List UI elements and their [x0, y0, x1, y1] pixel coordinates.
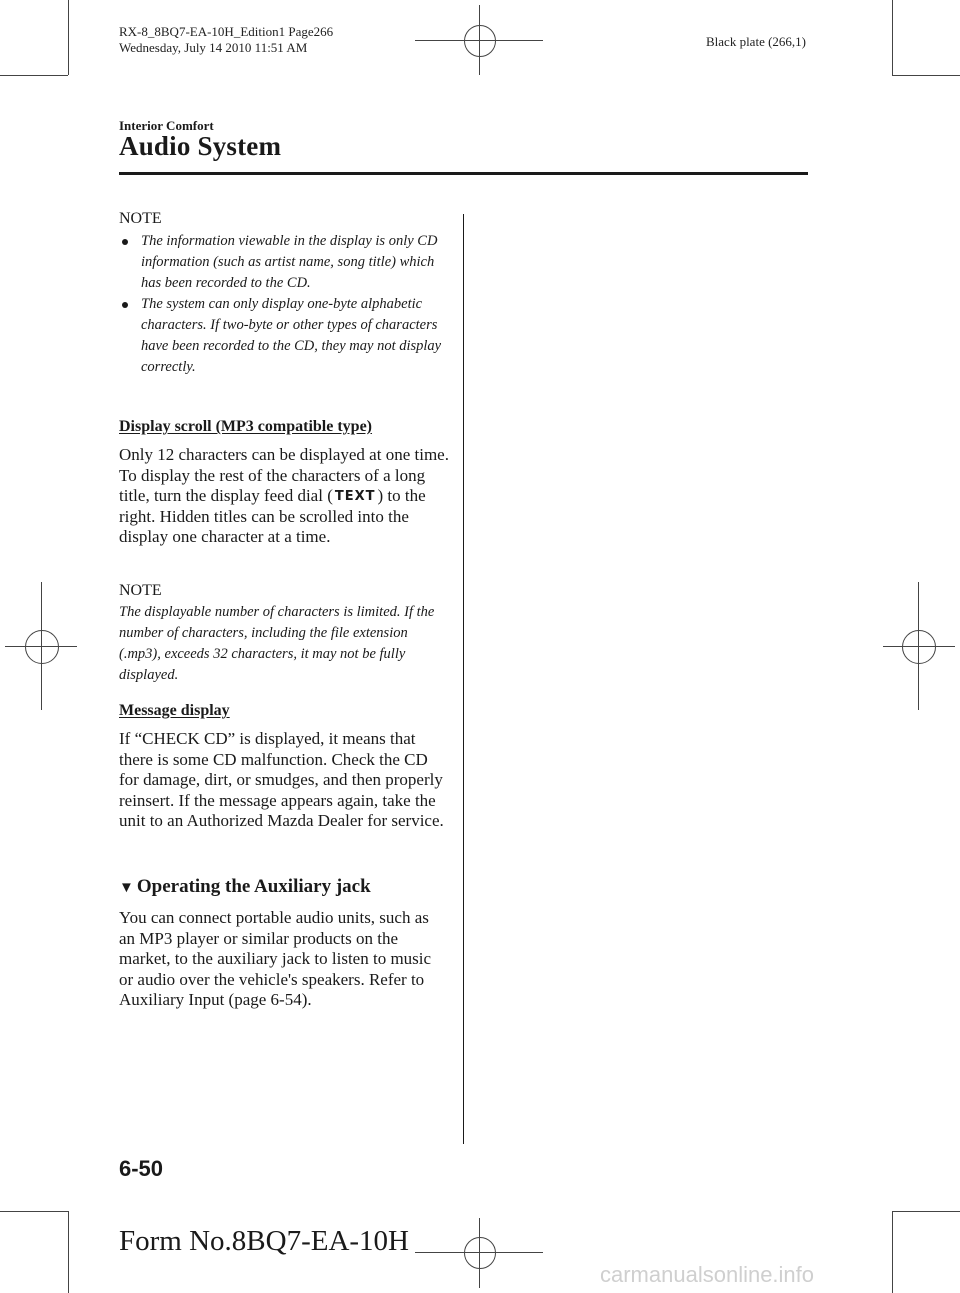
print-job-file: RX-8_8BQ7-EA-10H_Edition1 Page266 [119, 24, 334, 39]
watermark: carmanualsonline.info [600, 1262, 815, 1287]
note-item-text: The system can only display one-byte alphabetic characters. If two-byte or other types of characters have been recorded to the CD, they may not display correctly. [141, 296, 442, 375]
note-item [119, 231, 449, 294]
note-list [119, 231, 449, 378]
note-item-text: The information viewable in the display is only CD information (such as artist name, song title) which has been recorded to the CD. [141, 233, 438, 291]
triangle-marker-icon: ▼ [119, 880, 134, 896]
display-scroll-text: Only 12 characters can be displayed at one time. To display the rest of the characters of a long title, turn the display feed dial ( TEXT ) to the right. Hidden titles can be scrolled into the display one character at a time. [119, 445, 449, 546]
form-number: Form No.8BQ7-EA-10H [119, 1225, 409, 1257]
note-block-2 [119, 582, 449, 686]
column-divider [463, 214, 464, 1144]
auxiliary-heading: ▼ Operating the Auxiliary jack [119, 876, 371, 897]
message-display-heading: Message display [119, 702, 230, 719]
print-job-info [119, 24, 333, 56]
page-title: Audio System [119, 131, 282, 161]
auxiliary-section [119, 876, 449, 1011]
bullet-icon [122, 239, 128, 245]
note-label: NOTE [119, 582, 162, 599]
plate-label: Black plate (266,1) [706, 34, 806, 49]
section-label: Interior Comfort [119, 118, 214, 133]
note-item [119, 294, 449, 378]
auxiliary-text: You can connect portable audio units, such as an MP3 player or similar products on the market, to the auxiliary jack to listen to music or audio over the vehicle's speakers. Refer to Auxiliary Input (page 6-54). [119, 908, 432, 1009]
display-scroll-section [119, 418, 449, 548]
note-block-1 [119, 210, 449, 378]
bullet-icon [122, 302, 128, 308]
text-key-icon: TEXT [334, 489, 376, 504]
display-scroll-heading: Display scroll (MP3 compatible type) [119, 418, 373, 435]
note-label: NOTE [119, 210, 162, 227]
message-display-section [119, 702, 449, 832]
print-job-date: Wednesday, July 14 2010 11:51 AM [119, 40, 308, 55]
page-number: 6-50 [119, 1156, 164, 1181]
note-text: The displayable number of characters is limited. If the number of characters, including the file extension (.mp3), exceeds 32 characters, it may not be fully displayed. [119, 604, 435, 683]
title-rule [119, 172, 808, 175]
message-display-text: If “CHECK CD” is displayed, it means that there is some CD malfunction. Check the CD for damage, dirt, or smudges, and then properly reinsert. If the message appears again, take the unit to an Authorized Mazda Dealer for service. [119, 729, 444, 830]
